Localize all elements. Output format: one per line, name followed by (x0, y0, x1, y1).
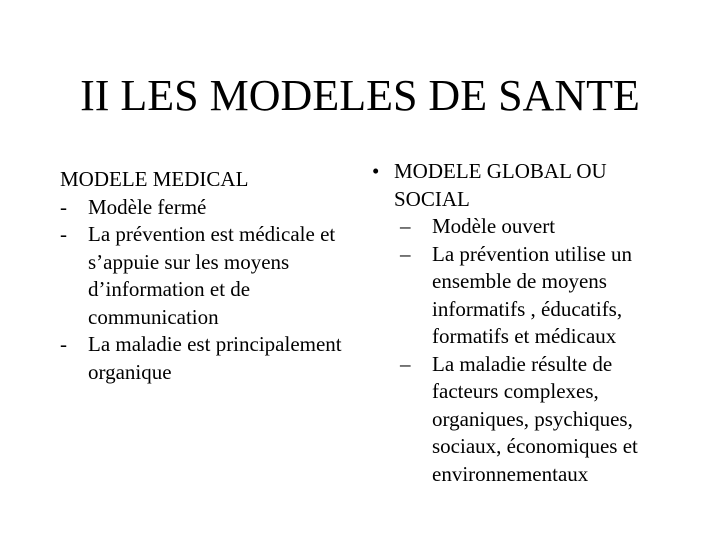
medical-model-item (60, 221, 360, 331)
dash-marker: - (60, 222, 67, 246)
medical-model-item-text: La prévention est médicale et s’appuie sur les moyens d’information et de communication (88, 222, 336, 329)
en-dash-marker: – (400, 351, 411, 376)
bullet-marker: • (372, 159, 380, 183)
medical-model-item-text: Modèle fermé (88, 194, 207, 219)
global-model-item (394, 213, 672, 241)
dash-marker: - (60, 332, 67, 356)
global-model-item (394, 241, 672, 351)
global-model-bullet (372, 158, 672, 213)
medical-model-item-text: La maladie est principalement organique (88, 332, 342, 384)
global-model-item (394, 351, 672, 489)
medical-model-item (60, 194, 360, 222)
medical-model-column (60, 166, 360, 386)
dash-marker: - (60, 194, 67, 219)
medical-model-item (60, 331, 360, 386)
en-dash-marker: – (400, 214, 411, 238)
global-model-item-text: Modèle ouvert (432, 214, 556, 238)
global-model-sublist (372, 213, 672, 488)
medical-model-heading: MODELE MEDICAL (60, 167, 249, 191)
slide-title: II LES MODELES DE SANTE (80, 71, 640, 120)
global-model-column (372, 158, 672, 488)
en-dash-marker: – (400, 241, 411, 266)
global-model-item-text: La prévention utilise un ensemble de moyens informatifs , éducatifs, formatifs et médicaux (432, 241, 633, 348)
global-model-item-text: La maladie résulte de facteurs complexes, organiques, psychiques, sociaux, économiques et environnementaux (432, 351, 638, 486)
global-model-heading: MODELE GLOBAL OU SOCIAL (394, 159, 607, 211)
